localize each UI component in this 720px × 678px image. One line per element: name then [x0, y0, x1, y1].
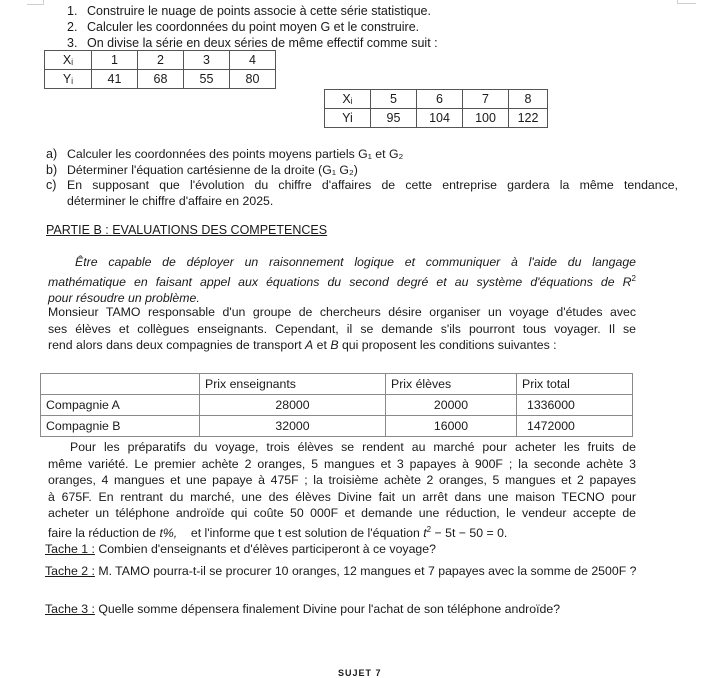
subquestion-a: a) Calculer les coordonnées des points moyens partiels G₁ et G₂	[46, 147, 404, 161]
subquestion-b: b) Déterminer l'équation cartésienne de la droite (G₁ G₂)	[46, 163, 358, 177]
competence-paragraph: Être capable de déployer un raisonnement logique et communiquer à l'aide du langage mathématique en faisant appel aux équations du second degré et au système d'équations de $R^2$ pour résoudre un problème.	[48, 255, 636, 306]
data-table-1	[44, 50, 276, 89]
context-paragraph: Monsieur TAMO responsable d'un groupe de chercheurs désire organiser un voyage d'études avec ses élèves et collègues enseignants. Cependant, il se demande s'ils pourront tous voyager. Il se rend alors dans deux compagnies de transport A et B qui proposent les conditions suivantes :	[48, 305, 636, 352]
table-row: Compagnie B 32000 16000 1472000	[41, 416, 633, 437]
task-2: Tache 2 : M. TAMO pourra-t-il se procurer 10 oranges, 12 mangues et 7 papayes avec la somme de 2500F ?	[45, 564, 637, 578]
page-footer-subject: SUJET 7	[338, 668, 382, 678]
table-row-y: Yi 95 104 100 122	[325, 109, 548, 128]
task-1: Tache 1 : Combien d'enseignants et d'élèves participeront à ce voyage?	[45, 542, 436, 556]
subquestion-c: c) En supposant que l'évolution du chiffre d'affaires de cette entreprise gardera la même tendance, déterminer le chiffre d'affaire en 2025.	[46, 178, 678, 208]
table-row-y: Yᵢ 41 68 55 80	[45, 70, 276, 89]
task-3: Tache 3 : Quelle somme dépensera finalement Divine pour l'achat de son téléphone androïde?	[45, 602, 561, 616]
page-corner-mark-left	[27, 0, 44, 5]
transport-price-table	[40, 373, 633, 437]
data-table-2	[324, 89, 548, 128]
question-item: 2. Calculer les coordonnées du point moyen G et le construire.	[67, 20, 420, 34]
page-corner-mark-right	[677, 0, 696, 4]
market-paragraph: Pour les préparatifs du voyage, trois élèves se rendent au marché pour acheter les fruits de même variété. Le premier achète 2 oranges, 5 mangues et 3 papayes à 900F ; la seconde achète 3 oranges, 4 mangues et une papaye à 475F ; la troisième achète 2 oranges, 5 mangues et 2 papayes à 675F. En rentrant du marché, une des élèves Divine fait un arrêt dans une maison TECNO pour acheter un téléphone androïde qui coûte 50 000F et demande une réduction, le vendeur accepte de faire la réduction de t%, et l'informe que t est solution de l'équation $t^2 - 5t - 50 = 0$.	[48, 440, 636, 540]
table-row: Compagnie A 28000 20000 1336000	[41, 395, 633, 416]
table-row-x: Xᵢ 1 2 3 4	[45, 51, 276, 70]
table-row-x: Xᵢ 5 6 7 8	[325, 90, 548, 109]
question-item: 3. On divise la série en deux séries de même effectif comme suit :	[67, 36, 438, 50]
table-header-row: Prix enseignants Prix élèves Prix total	[41, 374, 633, 395]
question-item: 1. Construire le nuage de points associe à cette série statistique.	[67, 4, 431, 18]
section-heading-partB: PARTIE B : EVALUATIONS DES COMPETENCES	[46, 223, 328, 237]
